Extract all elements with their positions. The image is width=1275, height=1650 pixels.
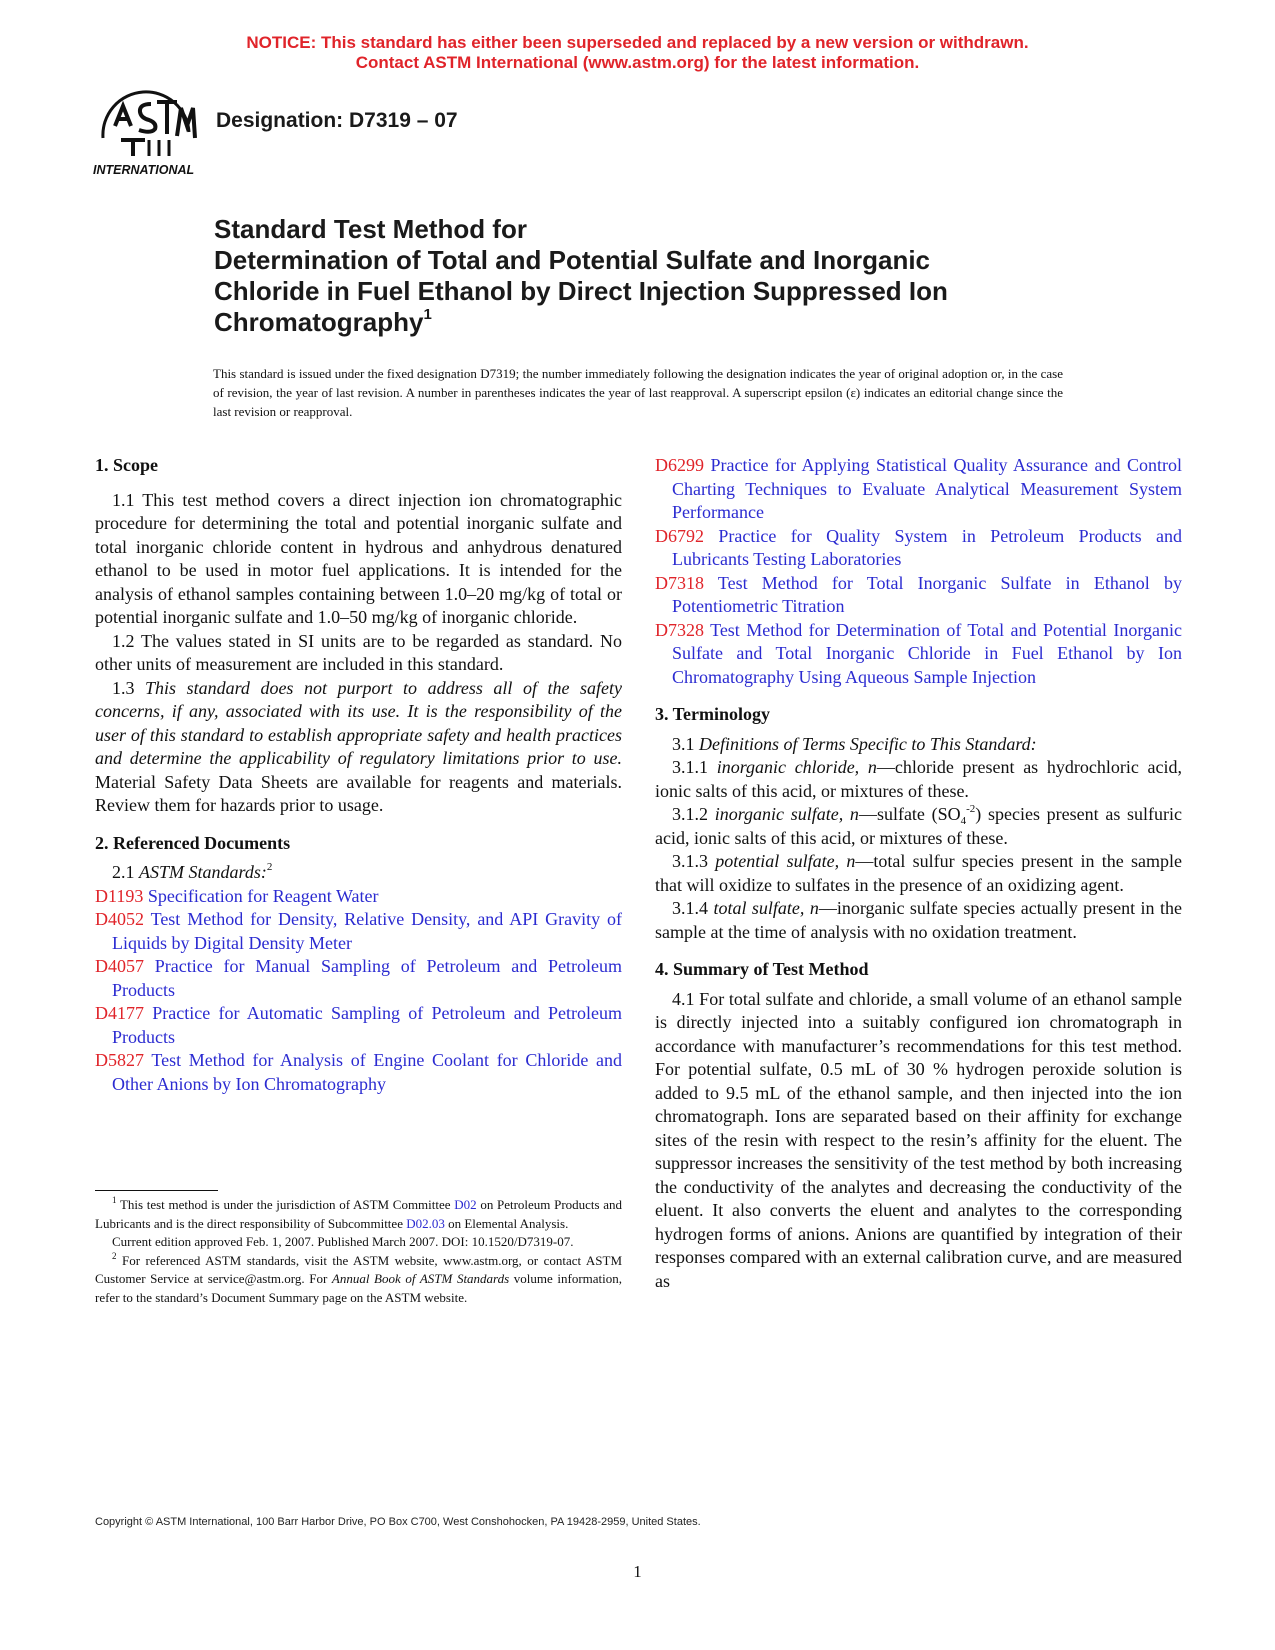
terminology-para-3-1 (655, 733, 1182, 757)
footnote-1 (95, 1196, 622, 1233)
footnote-edition: Current edition approved Feb. 1, 2007. Published March 2007. DOI: 10.1520/D7319-07. (112, 1234, 574, 1249)
document-title (214, 214, 1114, 338)
copyright-line: Copyright © ASTM International, 100 Barr Harbor Drive, PO Box C700, West Conshohocken, PA 19428-2959, United States. (95, 1516, 701, 1528)
para-number: 3.1.4 (672, 898, 708, 918)
ref-title[interactable]: Test Method for Analysis of Engine Coolant for Chloride and Other Anions by Ion Chromatography (112, 1050, 622, 1094)
astm-standards-subheading (95, 861, 622, 885)
footnote-text: volume information, refer to the standard’s Document Summary page on the ASTM website. (95, 1271, 623, 1305)
footnote-text: For referenced ASTM standards, visit the ASTM website, www.astm.org, or contact ASTM Customer Service at service@astm.org. For (95, 1252, 623, 1286)
committee-link[interactable]: D02 (454, 1197, 477, 1212)
ref-title[interactable]: Practice for Automatic Sampling of Petroleum and Petroleum Products (112, 1003, 622, 1047)
subcommittee-link[interactable]: D02.03 (406, 1215, 445, 1231)
ref-code[interactable]: D7328 (655, 619, 704, 640)
subscript: 4 (960, 815, 967, 827)
para-number: 3.1.1 (672, 757, 708, 777)
definition-inorganic-chloride (655, 756, 1182, 803)
para-number: 1.3 (112, 677, 135, 698)
footnote-text: on Elemental Analysis. (448, 1215, 569, 1231)
section-heading-scope: 1. Scope (95, 455, 158, 475)
definition-text: —total sulfur species present in the sample that will oxidize to sulfates in the presence of an oxidizing agent. (655, 851, 1183, 895)
ref-title[interactable]: Practice for Applying Statistical Quality Assurance and Control Charting Techniques to Evaluate Analytical Measurement System Performance (672, 455, 1182, 522)
para-number: 2.1 (112, 862, 135, 882)
ref-code[interactable]: D6299 (655, 455, 704, 475)
ref-code[interactable]: D5827 (95, 1050, 144, 1070)
title-line-2: Determination of Total and Potential Sulfate and Inorganic (214, 245, 931, 275)
footnote-text: on Petroleum Products and Lubricants and is the direct responsibility of Subcommittee (95, 1197, 623, 1231)
definition-text: —inorganic sulfate species actually present in the sample at the time of analysis with no oxidation treatment. (655, 898, 1182, 942)
ref-title[interactable]: Specification for Reagent Water (147, 885, 379, 906)
defined-term: inorganic sulfate, n (714, 804, 859, 824)
title-footnote-mark: 1 (423, 306, 432, 323)
right-column (655, 454, 1182, 1293)
title-line-1: Standard Test Method for (214, 214, 527, 244)
notice-line-1: NOTICE: This standard has either been superseded and replaced by a new version or withdrawn. (246, 33, 1029, 52)
footnote-mark: 2 (266, 861, 273, 873)
ref-title[interactable]: Test Method for Total Inorganic Sulfate in Ethanol by Potentiometric Titration (672, 572, 1182, 616)
definition-inorganic-sulfate (655, 803, 1182, 850)
scope-para-1-2: 1.2 The values stated in SI units are to be regarded as standard. No other units of measurement are included in this standard. (95, 630, 622, 674)
ref-item[interactable] (655, 619, 1182, 690)
superscript: -2 (966, 803, 976, 815)
ref-item[interactable] (95, 955, 622, 1002)
withdrawal-notice (0, 33, 1275, 73)
ref-item[interactable] (655, 525, 1182, 572)
defined-term: inorganic chloride, n (716, 757, 877, 777)
scope-para-1-1: 1.1 This test method covers a direct injection ion chromatographic procedure for determining the total and potential inorganic sulfate and total inorganic chloride content in hydrous and anhydrous denatured ethanol to be used in motor fuel applications. It is intended for the analysis of ethanol samples containing between 1.0–20 mg/kg of total or potential inorganic sulfate and 1.0–50 mg/kg of inorganic chloride. (95, 489, 622, 627)
ref-title[interactable]: Practice for Quality System in Petroleum Products and Lubricants Testing Laboratories (672, 525, 1182, 569)
footnote-text: This test method is under the jurisdiction of ASTM Committee (119, 1197, 451, 1212)
footnote-mark: 1 (112, 1195, 117, 1205)
page-number: 1 (633, 1562, 642, 1581)
ref-code[interactable]: D4052 (95, 909, 144, 929)
footnote-italic: Annual Book of ASTM Standards (331, 1271, 510, 1286)
title-line-4: Chromatography (214, 307, 424, 337)
footnote-divider (95, 1190, 218, 1191)
ref-code[interactable]: D4177 (95, 1003, 144, 1023)
defined-term: total sulfate, n (713, 898, 819, 918)
definition-total-sulfate (655, 897, 1182, 944)
para-number: 3.1 (672, 733, 695, 754)
footnote-mark: 2 (112, 1250, 117, 1261)
section-heading-terminology: 3. Terminology (655, 704, 771, 724)
footnotes (95, 1196, 622, 1307)
title-line-3: Chloride in Fuel Ethanol by Direct Injection Suppressed Ion (214, 276, 948, 306)
ref-code[interactable]: D4057 (95, 956, 144, 976)
ref-item[interactable] (95, 1002, 622, 1049)
notice-line-2: Contact ASTM International (www.astm.org) for the latest information. (355, 53, 920, 72)
para-number: 3.1.3 (672, 851, 708, 871)
ref-code[interactable]: D6792 (655, 525, 704, 546)
definition-text: —sulfate (SO (858, 804, 961, 824)
subheading-text: ASTM Standards: (139, 862, 267, 882)
ref-title[interactable]: Test Method for Determination of Total and Potential Inorganic Sulfate and Total Inorganic Chloride in Fuel Ethanol by Ion Chromatography Using Aqueous Sample Injection (672, 619, 1182, 687)
ref-title[interactable]: Test Method for Density, Relative Density, and API Gravity of Liquids by Digital Density Meter (112, 909, 622, 953)
left-column (95, 454, 622, 1096)
scope-para-1-3 (95, 677, 622, 818)
definition-text: ) species present as sulfuric acid, ionic salts of this acid, or mixtures of these. (655, 804, 1183, 848)
msds-note: Material Safety Data Sheets are available for reagents and materials. Review them for hazards prior to usage. (95, 771, 622, 815)
astm-logo-icon (93, 86, 203, 181)
ref-item[interactable] (95, 1049, 622, 1096)
defined-term: potential sulfate, n (715, 851, 856, 871)
ref-item[interactable] (655, 454, 1182, 525)
section-heading-referenced-documents: 2. Referenced Documents (95, 832, 291, 853)
ref-item[interactable] (95, 908, 622, 955)
ref-item[interactable] (95, 885, 622, 909)
definition-potential-sulfate (655, 850, 1182, 897)
footnote-2 (95, 1252, 622, 1308)
subheading-text: Definitions of Terms Specific to This Standard: (699, 733, 1037, 754)
section-heading-summary: 4. Summary of Test Method (655, 959, 869, 979)
ref-title[interactable]: Practice for Manual Sampling of Petroleum and Petroleum Products (112, 956, 622, 1000)
ref-code[interactable]: D1193 (95, 885, 144, 906)
definition-text: —chloride present as hydrochloric acid, ionic salts of this acid, or mixtures of these. (655, 757, 1182, 801)
para-number: 3.1.2 (672, 804, 708, 824)
safety-caveat: This standard does not purport to address all of the safety concerns, if any, associated with its use. It is the responsibility of the user of this standard to establish appropriate safety and health practices and determine the applicability of regulatory limitations prior to use. (95, 677, 622, 768)
logo-text: INTERNATIONAL (93, 163, 195, 177)
summary-para-4-1: 4.1 For total sulfate and chloride, a small volume of an ethanol sample is directly injected into a suitably configured ion chromatograph in accordance with manufacturer’s recommendations for this test method. For potential sulfate, 0.5 mL of 30 % hydrogen peroxide solution is added to 9.5 mL of the ethanol sample, and then injected into the ion chromatograph. Ions are separated based on their affinity for exchange sites of the resin with respect to the resin’s affinity for the eluent. The suppressor increases the sensitivity of the test method by both increasing the conductivity of the analytes and decreasing the conductivity of the eluent. It also converts the eluent and analytes to the corresponding hydrogen forms of anions. Anions are quantified by integration of their responses compared with an external calibration curve, and are measured as (655, 988, 1182, 1291)
issued-note: This standard is issued under the fixed designation D7319; the number immediately following the designation indicates the year of original adoption or, in the case of revision, the year of last revision. A number in parentheses indicates the year of last reapproval. A superscript epsilon (ε) indicates an editorial change since the last revision or reapproval. (213, 366, 1063, 419)
ref-code[interactable]: D7318 (655, 572, 704, 593)
ref-item[interactable] (655, 572, 1182, 619)
designation: Designation: D7319 – 07 (216, 109, 458, 132)
